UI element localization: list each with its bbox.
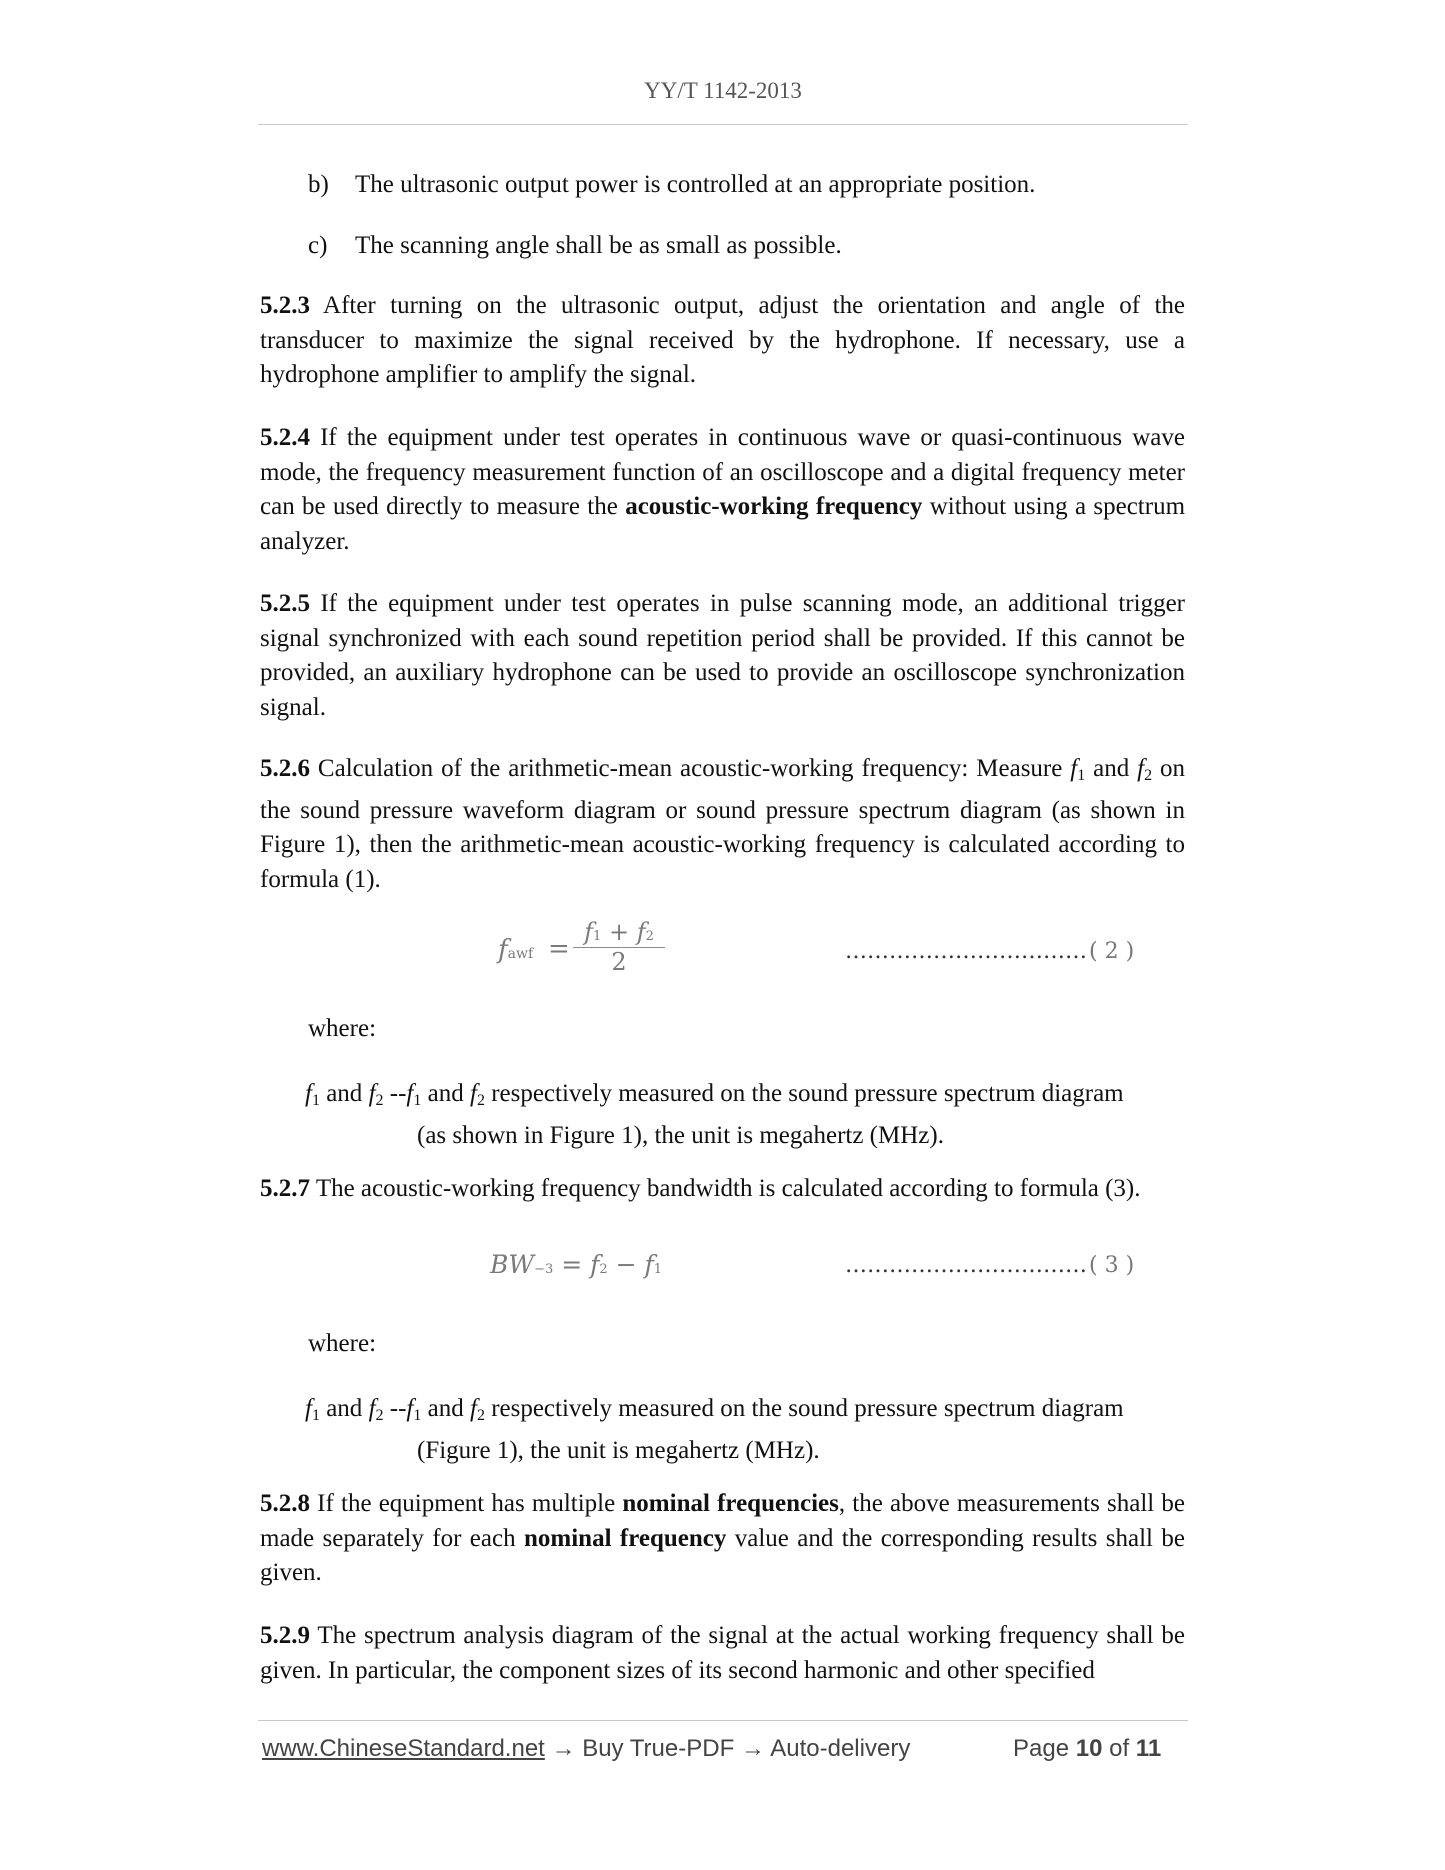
formula-number: ( 2 ) [1089,939,1135,964]
subscript: 1 [311,1407,320,1424]
subscript: 2 [375,1092,384,1109]
formula-denominator: 2 [611,948,627,976]
symbol-f: f [636,918,646,946]
subscript: 1 [653,1262,663,1277]
clause-5-2-9 [260,1619,1185,1688]
page-indicator [1013,1735,1161,1763]
symbol-f: f [406,1080,414,1107]
formula-number: ( 3 ) [1089,1253,1135,1278]
clause-5-2-5 [260,587,1185,725]
list-item-label: b) [308,171,329,198]
clause-5-2-7 [260,1172,1185,1207]
definition-text: and [326,1080,363,1107]
term-acoustic-working-frequency: acoustic-working frequency [625,493,923,520]
symbol-f: f [469,1395,477,1422]
formula-minus: − f [615,1250,654,1279]
subscript: 2 [375,1407,384,1424]
formula-fraction [573,918,665,976]
formula-awf-lhs [498,935,533,965]
subscript: 1 [311,1092,320,1109]
definition-text: respectively measured on the sound pressure spectrum diagram [491,1080,1124,1107]
header-rule [258,124,1188,125]
dot-leader: …………………………… [845,1253,1087,1278]
term-nominal-frequency: nominal frequency [523,1524,727,1552]
subscript: −3 [534,1262,554,1277]
list-item-c [308,229,842,263]
subscript: 2 [645,929,654,944]
clause-text: If the equipment under test operates in continuous wave or quasi-continuous wave mode, the frequency measurement function of an oscilloscope and a digital frequency meter can be used directly to measure the [260,424,1185,520]
clause-number: 5.2.4 [260,424,310,451]
subscript: awf [507,946,534,962]
formula-equals: = [548,934,570,964]
clause-text: The acoustic-working frequency bandwidth is calculated according to formula (3). [315,1175,1141,1202]
list-item-label: c) [308,232,328,259]
arrow-icon: → [551,1735,576,1762]
definition-text: and [427,1395,464,1422]
website-link[interactable]: www.ChineseStandard.net [262,1735,545,1762]
subscript: 2 [1144,767,1153,784]
formula-number-leader [845,939,1134,964]
clause-number: 5.2.7 [260,1175,310,1202]
clause-text: on the sound pressure waveform diagram or sound pressure spectrum diagram (as shown in Figure 1), then the arithmetic-mean acoustic-working frequency is calculated according to formula (1). [260,755,1186,893]
symbol-f: f [305,1080,312,1107]
symbol-bw: BW [490,1250,535,1279]
subscript: 2 [476,1407,485,1424]
footer-rule [258,1720,1188,1721]
footer-promo [262,1735,910,1763]
definition-text: and [427,1080,464,1107]
list-item-b [308,168,1035,202]
clause-text: and [1093,755,1130,782]
subscript: 1 [1077,767,1086,784]
clause-number: 5.2.3 [260,292,310,319]
formula-bandwidth [490,1250,662,1279]
definition-f1-f2 [305,1077,1185,1153]
list-item-text: The ultrasonic output power is controlled at an appropriate position. [355,171,1036,198]
clause-text: , the above measurements shall be made separately for each [260,1490,1185,1552]
symbol-f: f [305,1395,312,1422]
page-number: 10 [1075,1735,1103,1762]
clause-text: Calculation of the arithmetic-mean acoustic-working frequency: Measure [317,755,1063,782]
subscript: 1 [413,1407,422,1424]
symbol-f: f [1137,755,1145,782]
symbol-f: f [1070,755,1078,782]
of-label: of [1109,1735,1130,1762]
definition-text: and [326,1395,363,1422]
plus-sign: + [608,918,630,946]
symbol-f: f [469,1080,477,1107]
clause-text: After turning on the ultrasonic output, adjust the orientation and angle of the transducer to maximize the signal received by the hydrophone. If necessary, use a hydrophone amplifier to amplify the signal. [260,292,1185,388]
clause-text: If the equipment has multiple [317,1490,616,1517]
symbol-f: f [368,1395,376,1422]
subscript: 2 [476,1092,485,1109]
formula-number-leader [845,1253,1134,1278]
page-label: Page [1013,1735,1070,1762]
definition-dash: -- [389,1080,407,1107]
dot-leader: …………………………… [845,939,1087,964]
auto-delivery-text: Auto-delivery [770,1735,911,1762]
formula-rhs: = f [561,1250,600,1279]
clause-text: If the equipment under test operates in pulse scanning mode, an additional trigger signal synchronized with each sound repetition period shall be provided. If this cannot be provided, an auxiliary hydrophone can be used to provide an oscilloscope synchronization signal. [260,590,1185,721]
where-label: where: [308,1330,377,1357]
arrow-icon: → [740,1735,765,1762]
clause-number: 5.2.9 [260,1622,310,1649]
definition-text: (as shown in Figure 1), the unit is megahertz (MHz). [417,1121,944,1149]
where-label: where: [308,1015,377,1042]
clause-text: without using a spectrum analyzer. [260,493,1186,555]
subscript: 1 [413,1092,422,1109]
symbol-f: f [368,1080,376,1107]
clause-number: 5.2.6 [260,755,310,782]
definition-dash: -- [389,1395,407,1422]
clause-number: 5.2.8 [260,1490,310,1517]
definition-f1-f2 [305,1392,1185,1468]
definition-text: respectively measured on the sound pressure spectrum diagram [491,1395,1124,1422]
page-total: 11 [1135,1735,1162,1762]
definition-text: (Figure 1), the unit is megahertz (MHz). [417,1436,820,1464]
subscript: 1 [593,929,602,944]
buy-pdf-text: Buy True-PDF [582,1735,735,1762]
symbol-f: f [498,935,508,965]
document-code-header: YY/T 1142-2013 [644,78,802,103]
clause-text: value and the corresponding results shall be given. [260,1524,1185,1586]
formula-numerator [573,918,665,948]
clause-text: The spectrum analysis diagram of the signal at the actual working frequency shall be given. In particular, the component sizes of its second harmonic and other specified [260,1622,1185,1684]
subscript: 2 [599,1262,608,1277]
clause-number: 5.2.5 [260,590,310,617]
term-nominal-frequencies: nominal frequencies [622,1490,839,1517]
symbol-f: f [584,918,594,946]
clause-5-2-3 [260,289,1185,393]
clause-5-2-6 [260,752,1185,897]
clause-5-2-4 [260,421,1185,559]
symbol-f: f [406,1395,414,1422]
list-item-text: The scanning angle shall be as small as possible. [355,232,842,259]
clause-5-2-8 [260,1487,1185,1591]
